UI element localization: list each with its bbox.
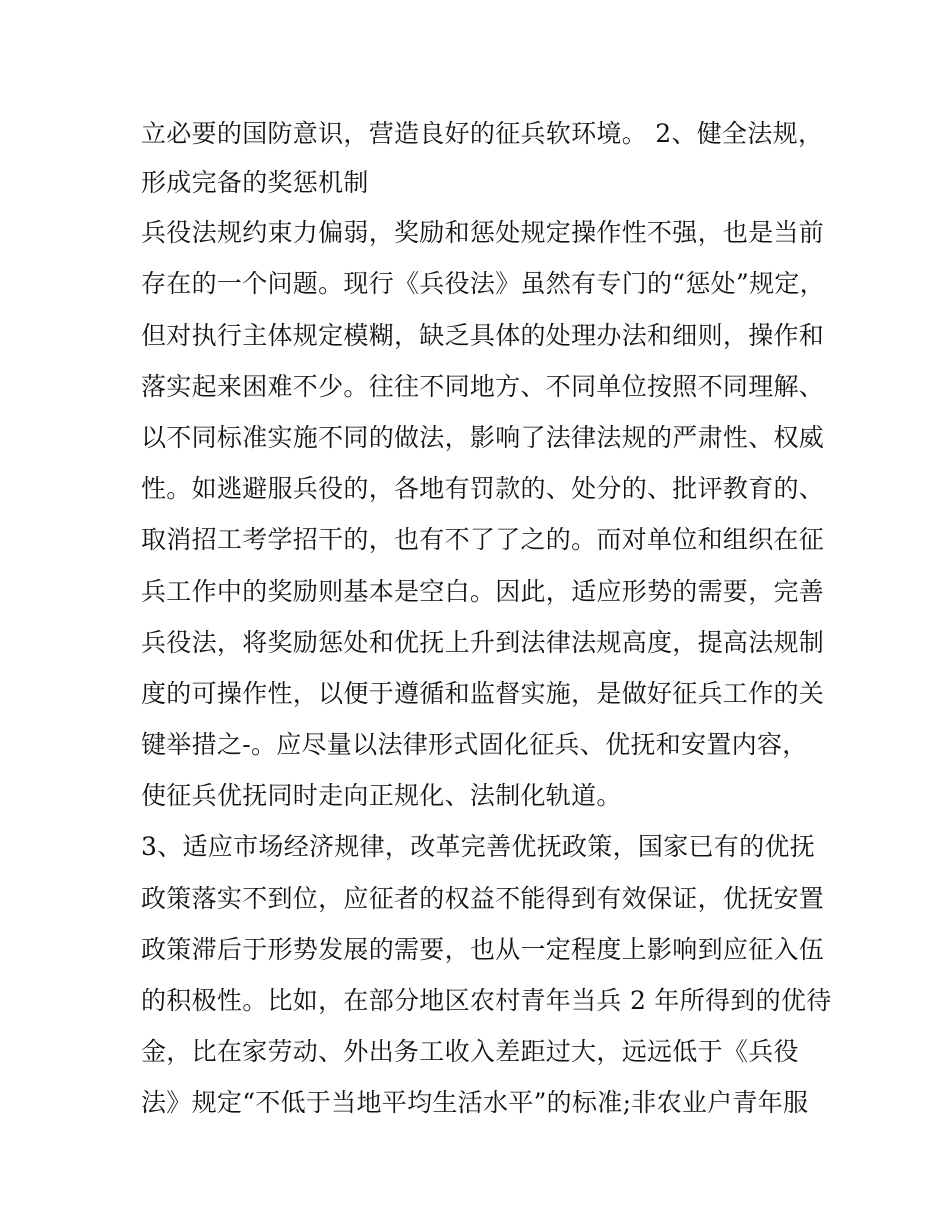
text-line: 键举措之-。应尽量以法律形式固化征兵、优抚和安置内容， xyxy=(141,730,808,760)
text-line: 存在的一个问题。现行《兵役法》虽然有专门的“惩处”规定， xyxy=(141,269,825,299)
text-line: 金，比在家劳动、外出务工收入差距过大，远远低于《兵役 xyxy=(141,1037,799,1067)
text-line: 的积极性。比如，在部分地区农村青年当兵 2 年所得到的优待 xyxy=(141,986,832,1015)
text-line: 兵役法，将奖励惩处和优抚上升到法律法规高度，提高法规制 xyxy=(141,627,825,657)
text-line: 性。如逃避服兵役的，各地有罚款的、处分的、批评教育的、 xyxy=(141,474,825,504)
text-line: 3、适应市场经济规律，改革完善优抚政策，国家已有的优抚 xyxy=(141,832,816,862)
body-text xyxy=(141,108,832,1129)
text-line: 度的可操作性，以便于遵循和监督实施，是做好征兵工作的关 xyxy=(141,678,825,708)
text-line: 法》规定“不低于当地平均生活水平”的标准;非农业户青年服 xyxy=(141,1088,809,1118)
text-line: 形成完备的奖惩机制 xyxy=(141,168,369,198)
text-line: 政策落实不到位，应征者的权益不能得到有效保证，优抚安置 xyxy=(141,883,825,913)
text-line: 兵工作中的奖励则基本是空白。因此，适应形势的需要，完善 xyxy=(141,576,825,606)
text-line: 兵役法规约束力偏弱，奖励和惩处规定操作性不强，也是当前 xyxy=(141,218,825,248)
text-line: 政策滞后于形势发展的需要，也从一定程度上影响到应征入伍 xyxy=(141,934,825,964)
text-line: 立必要的国防意识，营造良好的征兵软环境。 2、健全法规， xyxy=(141,119,824,148)
text-line: 以不同标准实施不同的做法，影响了法律法规的严肃性、权威 xyxy=(141,422,825,452)
text-line: 但对执行主体规定模糊，缺乏具体的处理办法和细则，操作和 xyxy=(141,320,825,350)
text-line: 取消招工考学招干的，也有不了了之的。而对单位和组织在征 xyxy=(141,525,825,555)
text-line: 落实起来困难不少。往往不同地方、不同单位按照不同理解、 xyxy=(141,371,825,401)
text-line: 使征兵优抚同时走向正规化、法制化轨道。 xyxy=(141,781,622,811)
